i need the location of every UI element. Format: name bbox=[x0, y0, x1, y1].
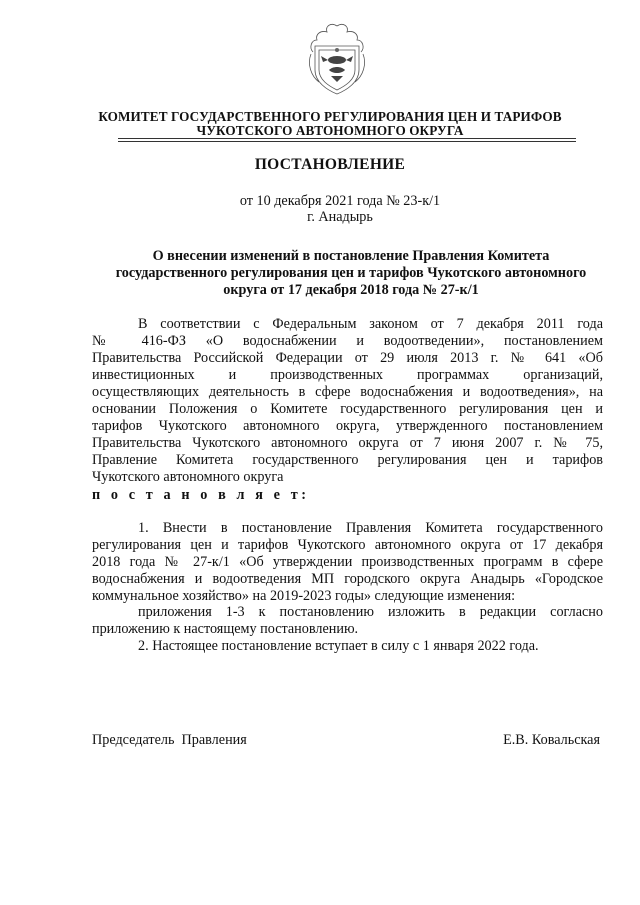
document-type: ПОСТАНОВЛЕНИЕ bbox=[254, 156, 406, 173]
resolves-heading: п о с т а н о в л я е т: bbox=[92, 487, 310, 503]
text-line: Чукотского автономного округа bbox=[92, 469, 284, 485]
text-line: коммунальное хозяйство» на 2019-2023 годы» следующие изменения: bbox=[92, 588, 516, 604]
signature-name: Е.В. Ковальская bbox=[503, 732, 600, 748]
signature-role: Председатель Правления bbox=[92, 732, 247, 748]
document-date-number: от 10 декабря 2021 года № 23-к/1 bbox=[239, 193, 441, 209]
text-line: В соответствии с Федеральным законом от 7 декабря 2011 года bbox=[138, 316, 603, 332]
text-line: 2018 года № 27-к/1 «Об утверждении производственных программ в сфере bbox=[92, 554, 603, 570]
text-line: основании Положения о Комитете государственного регулирования цен и bbox=[92, 401, 603, 417]
header-divider bbox=[118, 141, 576, 142]
title-line: округа от 17 декабря 2018 года № 27-к/1 bbox=[223, 282, 479, 298]
title-line: государственного регулирования цен и тарифов Чукотского автономного bbox=[115, 265, 587, 281]
text-line: приложению к настоящему постановлению. bbox=[92, 621, 359, 637]
text-line: водоснабжения и водоотведения МП городского округа Анадырь «Городское bbox=[92, 571, 603, 587]
header-divider bbox=[118, 138, 576, 139]
text-line: № 416-ФЗ «О водоснабжении и водоотведении», постановлением bbox=[92, 333, 603, 349]
chukotka-coat-of-arms-icon bbox=[301, 20, 373, 98]
text-line: 1. Внести в постановление Правления Комитета государственного bbox=[138, 520, 603, 536]
item-2-paragraph bbox=[92, 638, 603, 655]
text-line: 2. Настоящее постановление вступает в силу с 1 января 2022 года. bbox=[138, 638, 539, 654]
preamble-paragraph bbox=[92, 316, 603, 486]
agency-name-line1: КОМИТЕТ ГОСУДАРСТВЕННОГО РЕГУЛИРОВАНИЯ ЦЕН И ТАРИФОВ bbox=[98, 109, 562, 124]
text-line: инвестиционных и производственных программах организаций, bbox=[92, 367, 603, 383]
document-city: г. Анадырь bbox=[307, 209, 373, 225]
item-1-paragraph bbox=[92, 520, 603, 605]
text-line: осуществляющих деятельность в сфере водоснабжения и водоотведения», на bbox=[92, 384, 603, 400]
document-title bbox=[76, 248, 626, 299]
title-line: О внесении изменений в постановление Правления Комитета bbox=[152, 248, 550, 264]
text-line: тарифов Чукотского автономного округа, утвержденного постановлением bbox=[92, 418, 603, 434]
text-line: Правление Комитета государственного регулирования цен и тарифов bbox=[92, 452, 603, 468]
agency-name-line2: ЧУКОТСКОГО АВТОНОМНОГО ОКРУГА bbox=[196, 123, 464, 138]
text-line: Правительства Чукотского автономного округа от 7 июня 2007 г. № 75, bbox=[92, 435, 603, 451]
text-line: регулирования цен и тарифов Чукотского автономного округа от 17 декабря bbox=[92, 537, 603, 553]
item-1-subparagraph bbox=[92, 604, 603, 638]
text-line: Правительства Российской Федерации от 29 июля 2013 г. № 641 «Об bbox=[92, 350, 603, 366]
text-line: приложения 1-3 к постановлению изложить в редакции согласно bbox=[138, 604, 603, 620]
